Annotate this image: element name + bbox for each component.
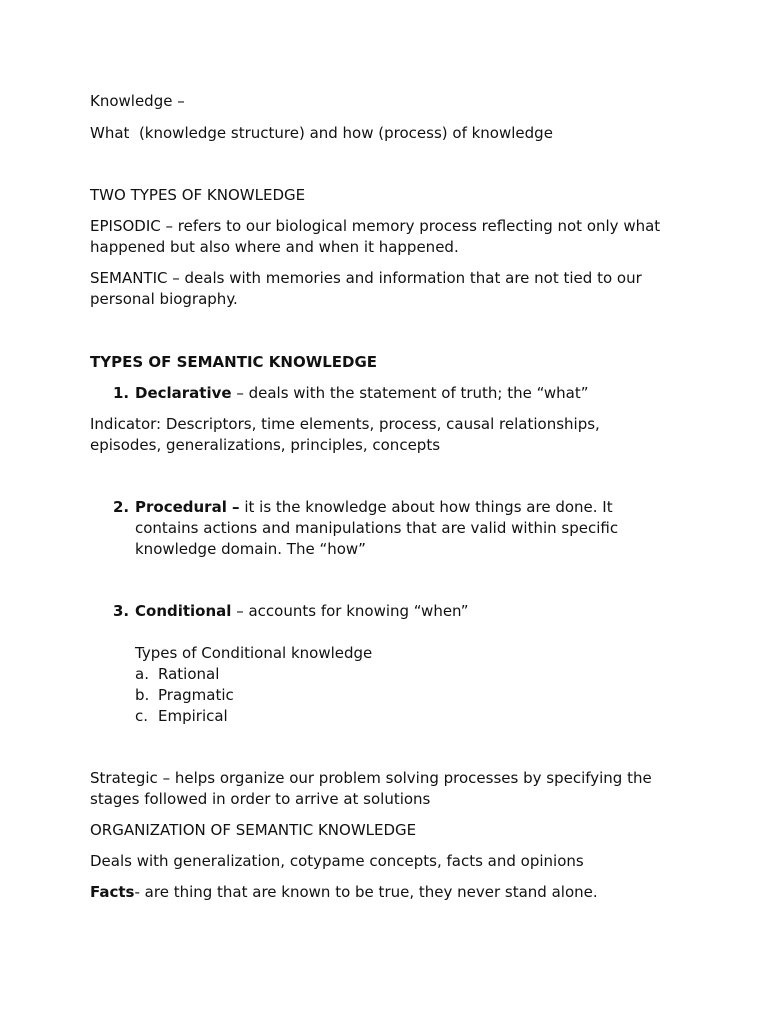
letter-b: b. (135, 686, 150, 704)
procedural-line-2: contains actions and manipulations that are valid within specific (135, 519, 619, 537)
strategic-line-1: Strategic – helps organize our problem solving processes by specifying the (90, 769, 652, 787)
conditional-type-rational (135, 664, 219, 685)
list-item-procedural (135, 497, 735, 518)
conditional-desc: – accounts for knowing “when” (231, 602, 469, 620)
letter-c: c. (135, 707, 149, 725)
organization-heading: ORGANIZATION OF SEMANTIC KNOWLEDGE (90, 821, 417, 839)
knowledge-heading: Knowledge – (90, 92, 185, 110)
term-facts: Facts (90, 883, 135, 901)
term-procedural: Procedural – (135, 498, 240, 516)
term-conditional: Conditional (135, 602, 232, 620)
list-number-2: 2. (113, 498, 130, 516)
type-text-rational: Rational (158, 665, 220, 683)
list-item-declarative (135, 383, 735, 404)
semantic-line-1: SEMANTIC – deals with memories and information that are not tied to our (90, 269, 642, 287)
conditional-type-pragmatic (135, 685, 234, 706)
indicator-line-1: Indicator: Descriptors, time elements, process, causal relationships, (90, 415, 600, 433)
declarative-desc: – deals with the statement of truth; the “what” (231, 384, 589, 402)
types-semantic-heading: TYPES OF SEMANTIC KNOWLEDGE (90, 353, 378, 371)
list-item-conditional (135, 601, 735, 622)
episodic-line-2: happened but also where and when it happened. (90, 238, 459, 256)
term-declarative: Declarative (135, 384, 232, 402)
list-number-1: 1. (113, 384, 130, 402)
letter-a: a. (135, 665, 149, 683)
facts-desc: - are thing that are known to be true, they never stand alone. (134, 883, 598, 901)
indicator-line-2: episodes, generalizations, principles, concepts (90, 436, 441, 454)
semantic-line-2: personal biography. (90, 290, 238, 308)
facts-line (90, 882, 690, 903)
deals-line: Deals with generalization, cotypame concepts, facts and opinions (90, 852, 584, 870)
conditional-types-title: Types of Conditional knowledge (135, 644, 373, 662)
conditional-type-empirical (135, 706, 228, 727)
what-how-line: What (knowledge structure) and how (process) of knowledge (90, 124, 553, 142)
type-text-empirical: Empirical (158, 707, 228, 725)
episodic-line-1: EPISODIC – refers to our biological memory process reflecting not only what (90, 217, 661, 235)
two-types-heading: TWO TYPES OF KNOWLEDGE (90, 186, 306, 204)
strategic-line-2: stages followed in order to arrive at solutions (90, 790, 431, 808)
procedural-desc: it is the knowledge about how things are done. It (239, 498, 613, 516)
list-number-3: 3. (113, 602, 130, 620)
procedural-line-3: knowledge domain. The “how” (135, 540, 366, 558)
type-text-pragmatic: Pragmatic (158, 686, 234, 704)
